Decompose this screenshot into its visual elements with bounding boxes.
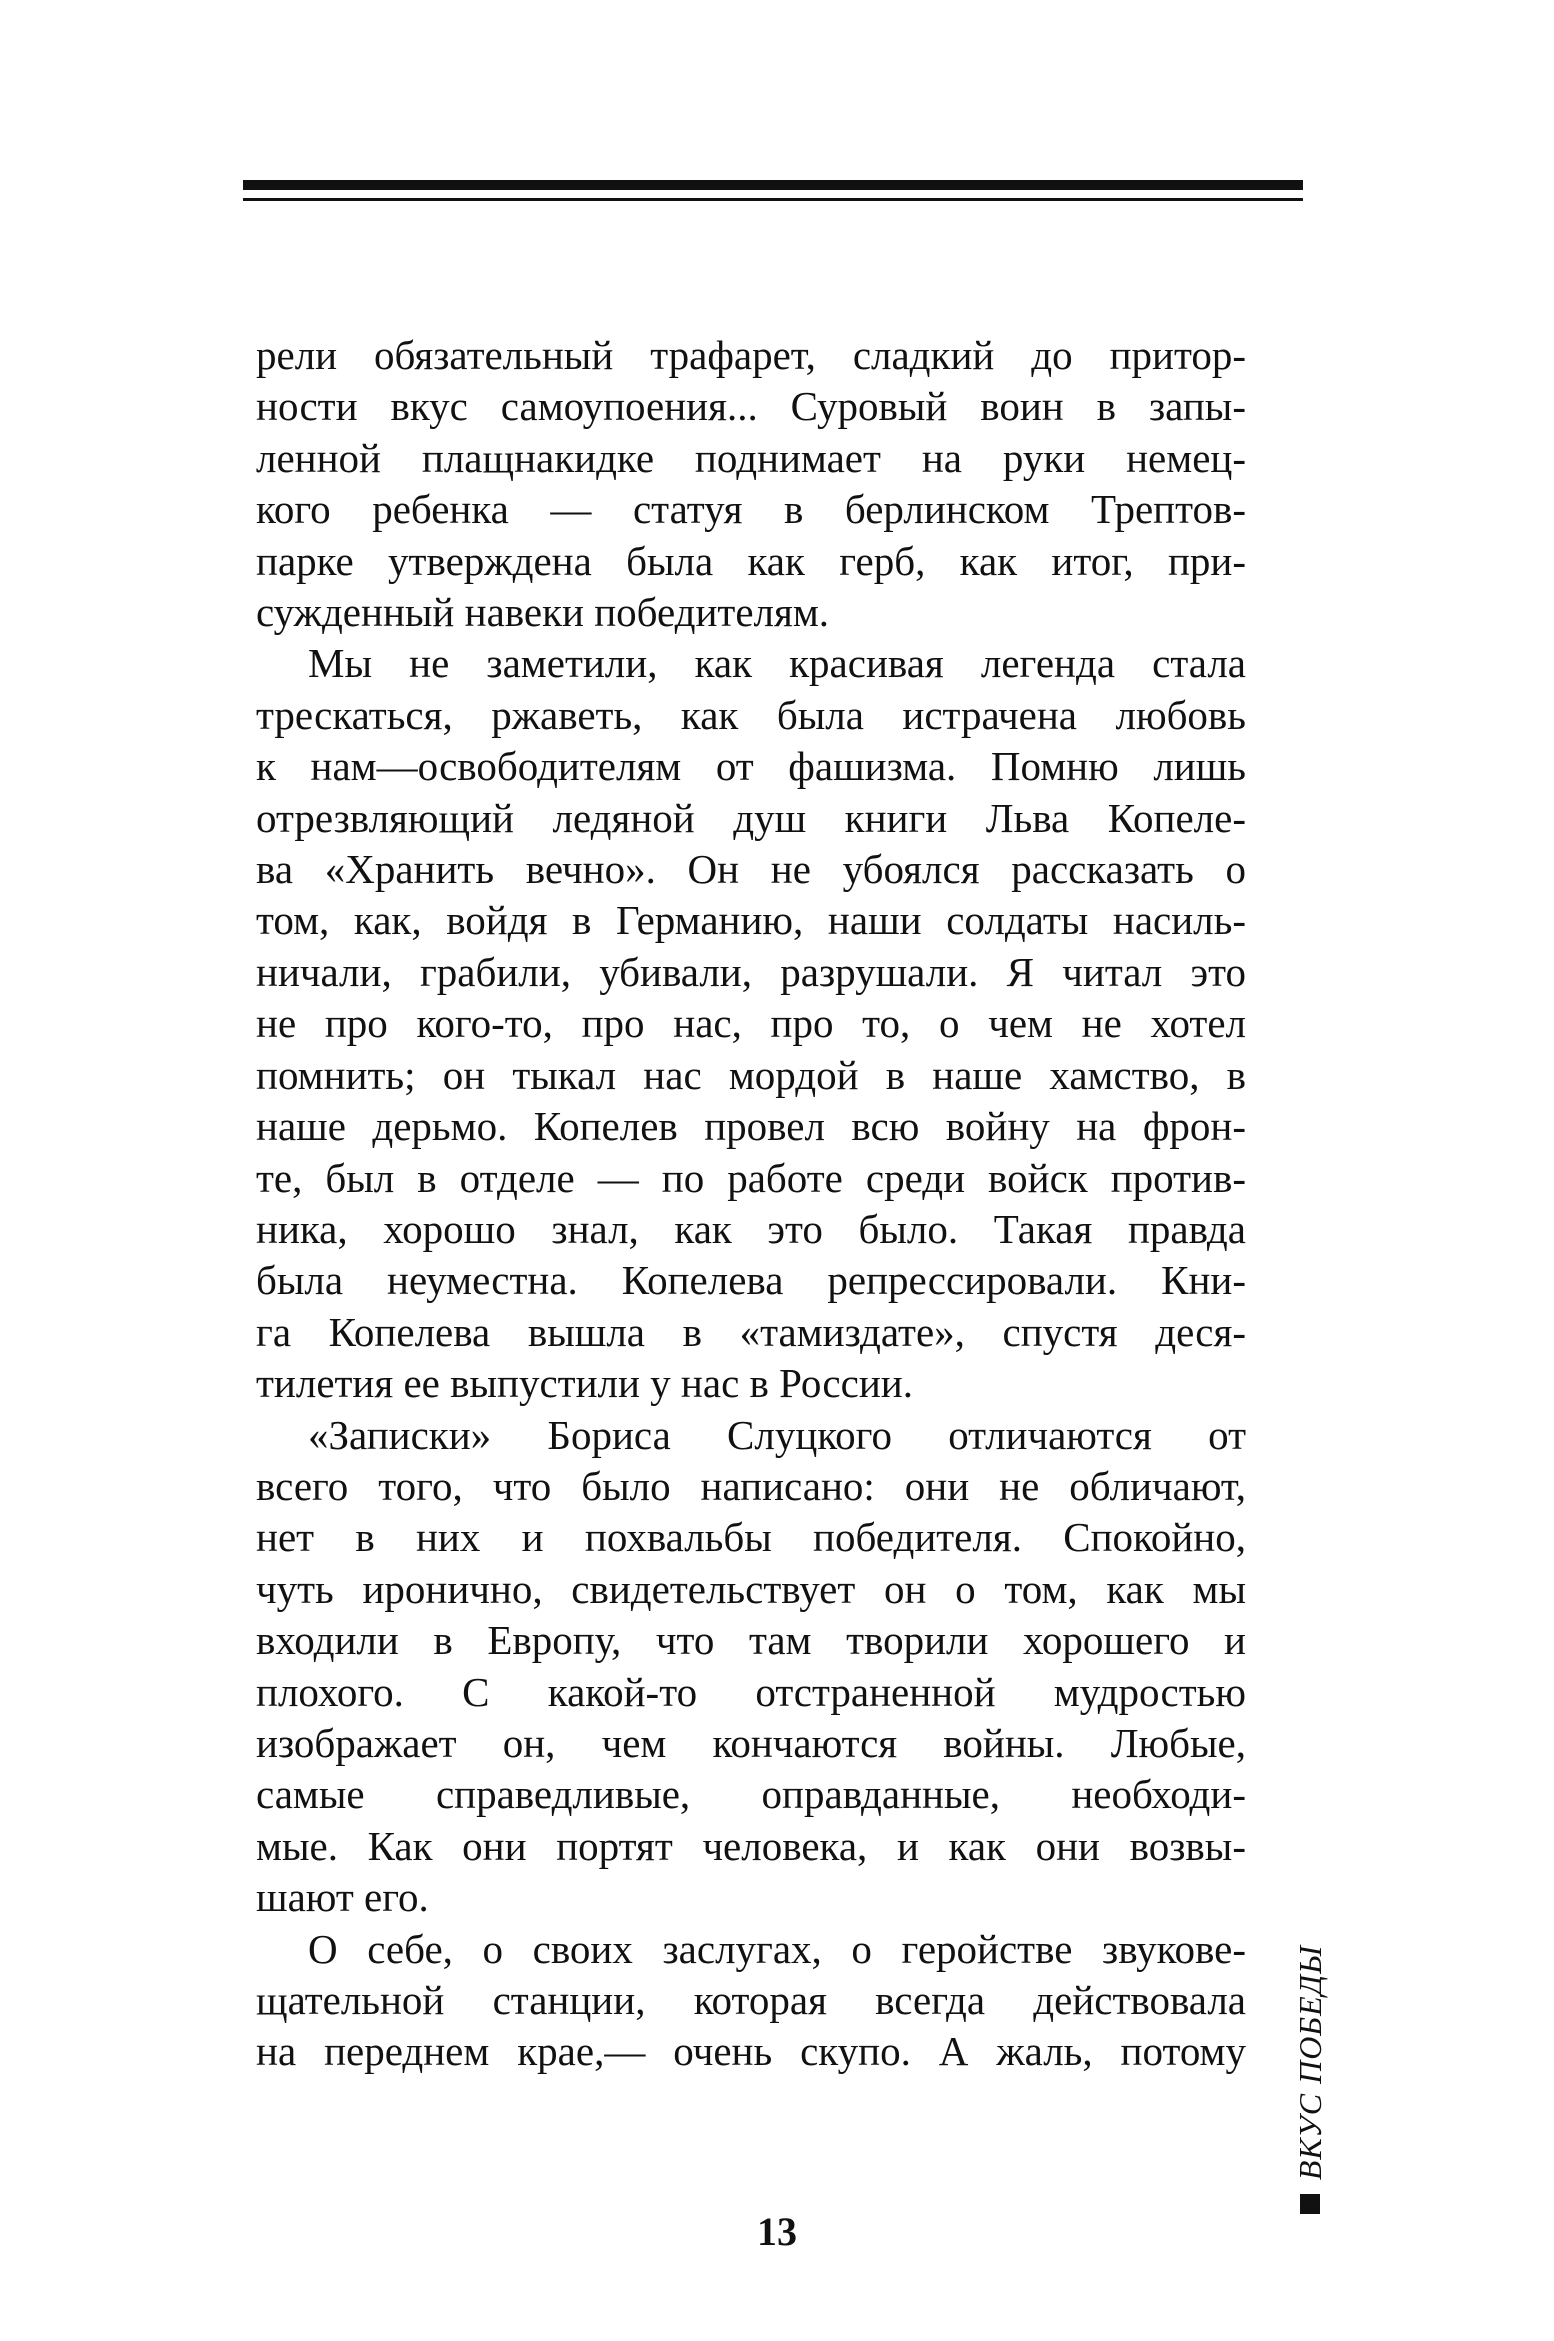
header-rule-thin [243, 198, 1303, 201]
paragraph [256, 1410, 1246, 1924]
text-line: чуть иронично, свидетельствует он о том, как мы [256, 1565, 1246, 1612]
text-line: Мы не заметили, как красивая легенда стала [308, 640, 1246, 687]
text-line: на переднем крае,— очень скупо. А жаль, потому [256, 2028, 1246, 2075]
text-line: том, как, войдя в Германию, наши солдаты насиль- [256, 897, 1246, 944]
text-line: плохого. С какой-то отстраненной мудростью [256, 1668, 1246, 1715]
text-line: кого ребенка — статуя в берлинском Трептов- [256, 486, 1246, 533]
text-line: га Копелева вышла в «тамиздате», спустя деся- [256, 1308, 1246, 1355]
body-text [256, 330, 1246, 2078]
paragraph [256, 638, 1246, 1409]
text-line: самые справедливые, оправданные, необходи- [256, 1771, 1246, 1818]
text-line: мые. Как они портят человека, и как они возвы- [256, 1822, 1246, 1869]
text-line: отрезвляющий ледяной душ книги Льва Копеле- [256, 794, 1246, 841]
text-line: О себе, о своих заслугах, о геройстве звукове- [308, 1925, 1246, 1972]
text-line: наше дерьмо. Копелев провел всю войну на фрон- [256, 1103, 1246, 1150]
text-line: ности вкус самоупоения... Суровый воин в запы- [256, 383, 1246, 430]
page-number: 13 [757, 2209, 797, 2254]
paragraph [256, 1924, 1246, 2078]
text-line: ника, хорошо знал, как это было. Такая правда [256, 1205, 1246, 1252]
text-line: трескаться, ржаветь, как была истрачена любовь [256, 691, 1246, 738]
text-line: рели обязательный трафарет, сладкий до притор- [256, 332, 1246, 378]
text-line: помнить; он тыкал нас мордой в наше хамство, в [256, 1051, 1246, 1098]
text-line: нет в них и похвальбы победителя. Спокойно, [256, 1514, 1246, 1561]
text-line: всего того, что было написано: они не обличают, [256, 1462, 1246, 1509]
header-rule-thick [243, 180, 1303, 190]
text-line: те, был в отделе — по работе среди войск против- [256, 1154, 1246, 1201]
paragraph [256, 330, 1246, 638]
text-line: ленной плащнакидке поднимает на руки немец- [256, 434, 1246, 481]
text-line: «Записки» Бориса Слуцкого отличаются от [308, 1411, 1246, 1458]
text-line: парке утверждена была как герб, как итог, при- [256, 537, 1246, 584]
running-title-text: ВКУС ПОБЕДЫ [1291, 1945, 1328, 2181]
text-line: ва «Хранить вечно». Он не убоялся рассказать о [256, 846, 1246, 893]
text-line: щательной станции, которая всегда действовала [256, 1977, 1246, 2023]
text-line: ничали, грабили, убивали, разрушали. Я читал это [256, 948, 1246, 995]
text-line: тилетия ее выпустили у нас в России. [256, 1360, 913, 1407]
text-line: к нам—освободителям от фашизма. Помню лишь [256, 743, 1246, 790]
text-line: изображает он, чем кончаются войны. Любые, [256, 1719, 1246, 1766]
text-line: не про кого-то, про нас, про то, о чем не хотел [256, 1000, 1246, 1047]
text-line: была неуместна. Копелева репрессировали. Кни- [256, 1257, 1246, 1304]
text-line: шают его. [256, 1874, 429, 1921]
text-line: входили в Европу, что там творили хорошего и [256, 1617, 1246, 1664]
running-title [1280, 1945, 1340, 2245]
text-line: сужденный навеки победителям. [256, 589, 830, 636]
